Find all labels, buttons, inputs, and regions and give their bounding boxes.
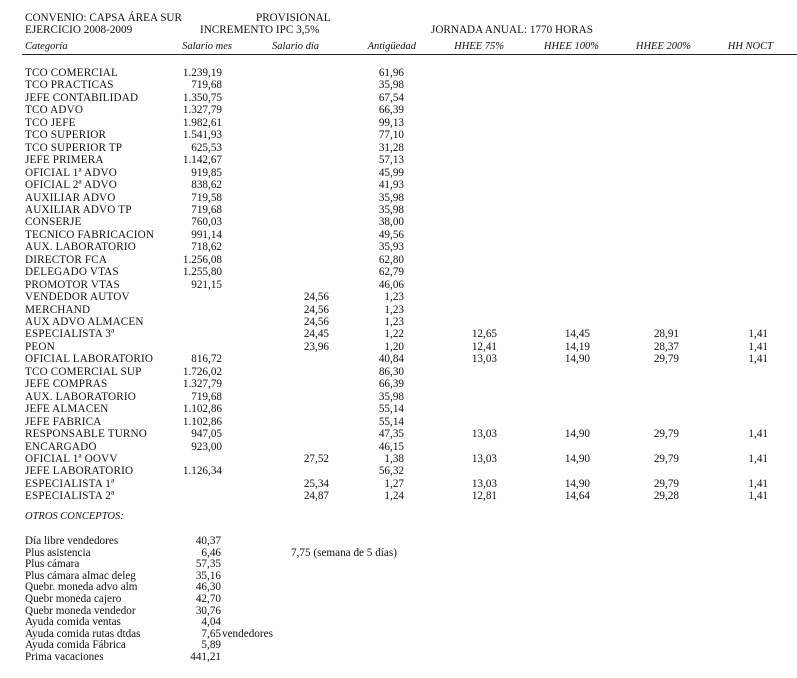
table-row — [0, 291, 797, 304]
hhnoct-cell: 1,41 — [748, 452, 768, 465]
antiguedad-cell: 66,39 — [378, 378, 404, 391]
salario-mes-cell: 719,68 — [191, 79, 222, 92]
table-row — [0, 428, 797, 441]
otros-value: 441,21 — [190, 651, 221, 663]
category-cell: TCO SUPERIOR TP — [25, 141, 123, 154]
otros-label: Quebr moneda vendedor — [25, 604, 136, 617]
hhnoct-cell: 1,41 — [748, 353, 768, 366]
table-row — [0, 204, 797, 217]
salario-dia-cell: 25,34 — [303, 477, 329, 490]
antiguedad-cell: 46,06 — [378, 278, 404, 291]
otros-label: Plus cámara almac deleg — [25, 569, 136, 582]
table-row — [0, 441, 797, 454]
salario-mes-cell: 625,53 — [191, 141, 222, 154]
table-row — [0, 391, 797, 404]
salario-mes-cell: 919,85 — [191, 166, 222, 179]
antiguedad-cell: 1,22 — [384, 328, 404, 341]
salario-mes-cell: 718,62 — [191, 241, 222, 254]
antiguedad-cell: 41,93 — [378, 179, 404, 192]
hhnoct-cell: 1,41 — [748, 477, 768, 490]
antiguedad-cell: 1,23 — [384, 303, 404, 316]
otros-value: 46,30 — [195, 581, 221, 594]
table-row — [0, 266, 797, 279]
table-row — [0, 241, 797, 254]
col-header-hhee75: HHEE 75% — [454, 41, 504, 52]
table-row — [0, 117, 797, 130]
provisional-label: PROVISIONAL — [256, 12, 331, 24]
otros-note: vendedores — [222, 627, 273, 640]
otros-value: 6,46 — [201, 546, 221, 559]
otros-value: 40,37 — [195, 535, 221, 547]
hhee200-cell: 29,79 — [653, 452, 679, 465]
incremento-label: INCREMENTO IPC 3,5% — [200, 24, 320, 36]
salario-mes-cell: 921,15 — [191, 278, 222, 291]
hhnoct-cell: 1,41 — [748, 340, 768, 353]
salario-mes-cell: 1.256,08 — [182, 253, 222, 266]
category-cell: AUX. LABORATORIO — [25, 241, 136, 254]
category-cell: TCO ADVO — [25, 104, 84, 117]
antiguedad-cell: 31,28 — [378, 141, 404, 154]
convenio-title: CONVENIO: CAPSA ÁREA SUR — [25, 12, 182, 24]
table-row — [0, 341, 797, 354]
hhee200-cell: 29,79 — [653, 477, 679, 490]
antiguedad-cell: 61,96 — [378, 67, 404, 79]
category-cell: JEFE FABRICA — [25, 415, 102, 428]
otros-label: Plus cámara — [25, 558, 80, 571]
table-row — [0, 366, 797, 379]
otros-value: 7,65 — [201, 627, 221, 640]
category-cell: DELEGADO VTAS — [25, 266, 119, 279]
category-cell: DIRECTOR FCA — [25, 253, 108, 266]
salario-mes-cell: 838,62 — [191, 179, 222, 192]
salario-mes-cell: 1.982,61 — [182, 116, 222, 129]
otros-title: OTROS CONCEPTOS: — [25, 511, 124, 522]
otros-note: 7,75 (semana de 5 días) — [291, 546, 397, 559]
salario-mes-cell: 816,72 — [191, 353, 222, 366]
antiguedad-cell: 62,79 — [378, 266, 404, 279]
category-cell: OFICIAL LABORATORIO — [25, 353, 154, 366]
antiguedad-cell: 49,56 — [378, 228, 404, 241]
salario-mes-cell: 1.327,79 — [182, 104, 222, 117]
otros-label: Quebr. moneda advo alm — [25, 581, 138, 594]
hhee200-cell: 28,37 — [653, 340, 679, 353]
hhnoct-cell: 1,41 — [748, 428, 768, 441]
category-cell: TCO COMERCIAL — [25, 67, 119, 79]
salario-mes-cell: 1.327,79 — [182, 378, 222, 391]
otros-label: Plus asistencia — [25, 546, 91, 559]
table-row — [0, 79, 797, 92]
table-row — [0, 304, 797, 317]
antiguedad-cell: 56,32 — [378, 465, 404, 478]
table-row — [0, 490, 797, 503]
table-row — [0, 353, 797, 366]
otros-label: Ayuda comida rutas dtdas — [25, 627, 141, 640]
hhee75-cell: 12,65 — [471, 328, 497, 341]
hhee100-cell: 14,90 — [564, 428, 590, 441]
otros-value: 4,04 — [201, 616, 221, 629]
col-header-hhee100: HHEE 100% — [543, 41, 599, 52]
category-cell: CONSERJE — [25, 216, 82, 229]
col-header-salario-dia: Salario día — [272, 41, 319, 52]
hhee100-cell: 14,64 — [564, 490, 590, 503]
table-row — [0, 216, 797, 229]
antiguedad-cell: 35,98 — [378, 79, 404, 92]
antiguedad-cell: 62,80 — [378, 253, 404, 266]
table-row — [0, 465, 797, 478]
col-header-hhnoct: HH NOCT — [727, 41, 773, 52]
antiguedad-cell: 47,35 — [378, 428, 404, 441]
hhee75-cell: 13,03 — [471, 477, 497, 490]
col-header-salario-mes: Salario mes — [182, 41, 232, 52]
table-row — [0, 403, 797, 416]
jornada-label: JORNADA ANUAL: 1770 HORAS — [431, 24, 593, 36]
category-cell: JEFE LABORATORIO — [25, 465, 134, 478]
salario-mes-cell: 947,05 — [191, 428, 222, 441]
table-row — [0, 104, 797, 117]
col-header-categoria: Categoría — [25, 41, 68, 52]
category-cell: PROMOTOR VTAS — [25, 278, 120, 291]
hhee100-cell: 14,19 — [564, 340, 590, 353]
salario-dia-cell: 24,87 — [303, 490, 329, 503]
salario-dia-cell: 24,56 — [303, 303, 329, 316]
category-cell: JEFE PRIMERA — [25, 154, 104, 167]
antiguedad-cell: 35,98 — [378, 191, 404, 204]
hhee75-cell: 13,03 — [471, 428, 497, 441]
antiguedad-cell: 1,24 — [384, 490, 404, 503]
antiguedad-cell: 57,13 — [378, 154, 404, 167]
table-row — [0, 129, 797, 142]
antiguedad-cell: 86,30 — [378, 365, 404, 378]
category-cell: TECNICO FABRICACION — [25, 228, 155, 241]
category-cell: TCO JEFE — [25, 116, 76, 129]
salario-dia-cell: 24,45 — [303, 328, 329, 341]
category-cell: ESPECIALISTA 3ª — [25, 328, 115, 341]
otros-label: Ayuda comida ventas — [25, 616, 121, 629]
hhee200-cell: 29,79 — [653, 428, 679, 441]
salario-mes-cell: 991,14 — [191, 228, 222, 241]
antiguedad-cell: 67,54 — [378, 91, 404, 104]
category-cell: OFICIAL 1ª ADVO — [25, 166, 117, 179]
table-row — [0, 254, 797, 267]
antiguedad-cell: 99,13 — [378, 116, 404, 129]
table-row — [0, 378, 797, 391]
salario-mes-cell: 923,00 — [191, 440, 222, 453]
category-cell: JEFE CONTABILIDAD — [25, 91, 139, 104]
antiguedad-cell: 1,38 — [384, 452, 404, 465]
antiguedad-cell: 1,23 — [384, 291, 404, 304]
category-cell: TCO COMERCIAL SUP — [25, 365, 142, 378]
category-cell: RESPONSABLE TURNO — [25, 428, 148, 441]
otros-label: Día libre vendedores — [25, 535, 119, 547]
table-row — [0, 192, 797, 205]
hhnoct-cell: 1,41 — [748, 328, 768, 341]
category-cell: TCO PRACTICAS — [25, 79, 114, 92]
table-row — [0, 316, 797, 329]
salario-dia-cell: 27,52 — [303, 452, 329, 465]
hhee100-cell: 14,45 — [564, 328, 590, 341]
antiguedad-cell: 45,99 — [378, 166, 404, 179]
salario-dia-cell: 23,96 — [303, 340, 329, 353]
salario-mes-cell: 1.255,80 — [182, 266, 222, 279]
category-cell: AUXILIAR ADVO — [25, 191, 116, 204]
category-cell: VENDEDOR AUTOV — [25, 291, 130, 304]
hhee75-cell: 12,81 — [471, 490, 497, 503]
antiguedad-cell: 77,10 — [378, 129, 404, 142]
hhee200-cell: 28,91 — [653, 328, 679, 341]
category-cell: AUX ADVO ALMACEN — [25, 316, 144, 328]
ejercicio-label: EJERCICIO 2008-2009 — [25, 24, 133, 36]
antiguedad-cell: 35,93 — [378, 241, 404, 254]
category-cell: OFICIAL 1ª OOVV — [25, 452, 118, 465]
otros-item — [0, 651, 797, 664]
otros-value: 30,76 — [195, 604, 221, 617]
salario-mes-cell: 1.102,86 — [182, 403, 222, 416]
col-header-antiguedad: Antigüedad — [367, 41, 416, 52]
category-cell: MERCHAND — [25, 303, 91, 316]
otros-label: Quebr moneda cajero — [25, 593, 122, 605]
table-row — [0, 167, 797, 180]
hhee75-cell: 13,03 — [471, 353, 497, 366]
category-cell: AUXILIAR ADVO TP — [25, 203, 132, 216]
col-header-hhee200: HHEE 200% — [635, 41, 691, 52]
otros-value: 35,16 — [195, 569, 221, 582]
hhee100-cell: 14,90 — [564, 452, 590, 465]
otros-value: 5,89 — [201, 639, 221, 652]
antiguedad-cell: 40,84 — [378, 353, 404, 366]
table-row — [0, 179, 797, 192]
salario-mes-cell: 760,03 — [191, 216, 222, 229]
table-row — [0, 154, 797, 167]
salario-mes-cell: 1.350,75 — [182, 91, 222, 104]
hhee75-cell: 13,03 — [471, 452, 497, 465]
table-row — [0, 67, 797, 80]
category-cell: ESPECIALISTA 2ª — [25, 490, 115, 503]
hhee75-cell: 12,41 — [471, 340, 497, 353]
hhee100-cell: 14,90 — [564, 353, 590, 366]
hhee200-cell: 29,28 — [653, 490, 679, 503]
antiguedad-cell: 35,98 — [378, 203, 404, 216]
category-cell: ESPECIALISTA 1ª — [25, 477, 115, 490]
otros-value: 42,70 — [195, 593, 221, 605]
table-row — [0, 416, 797, 429]
antiguedad-cell: 35,98 — [378, 390, 404, 403]
salario-mes-cell: 719,68 — [191, 390, 222, 403]
category-cell: AUX. LABORATORIO — [25, 390, 136, 403]
category-cell: JEFE COMPRAS — [25, 378, 108, 391]
salario-mes-cell: 1.726,02 — [182, 365, 222, 378]
salario-mes-cell: 719,58 — [191, 191, 222, 204]
category-cell: PEON — [25, 340, 55, 353]
category-cell: OFICIAL 2ª ADVO — [25, 179, 117, 192]
table-row — [0, 328, 797, 341]
salario-dia-cell: 24,56 — [303, 291, 329, 304]
antiguedad-cell: 46,15 — [378, 440, 404, 453]
salario-dia-cell: 24,56 — [303, 316, 329, 328]
category-cell: ENCARGADO — [25, 440, 97, 453]
hhee200-cell: 29,79 — [653, 353, 679, 366]
salario-mes-cell: 1.142,67 — [182, 154, 222, 167]
salario-mes-cell: 719,68 — [191, 203, 222, 216]
salario-mes-cell: 1.102,86 — [182, 415, 222, 428]
category-cell: JEFE ALMACEN — [25, 403, 109, 416]
antiguedad-cell: 66,39 — [378, 104, 404, 117]
antiguedad-cell: 1,20 — [384, 340, 404, 353]
table-row — [0, 229, 797, 242]
hhee100-cell: 14,90 — [564, 477, 590, 490]
antiguedad-cell: 55,14 — [378, 403, 404, 416]
hhnoct-cell: 1,41 — [748, 490, 768, 503]
otros-label: Ayuda comida Fábrica — [25, 639, 126, 652]
table-row — [0, 453, 797, 466]
salario-mes-cell: 1.239,19 — [182, 67, 222, 79]
table-row — [0, 142, 797, 155]
otros-label: Prima vacaciones — [25, 651, 104, 663]
otros-value: 57,35 — [195, 558, 221, 571]
antiguedad-cell: 55,14 — [378, 415, 404, 428]
antiguedad-cell: 1,27 — [384, 477, 404, 490]
header-rule — [22, 54, 797, 55]
antiguedad-cell: 38,00 — [378, 216, 404, 229]
table-row — [0, 478, 797, 491]
antiguedad-cell: 1,23 — [384, 316, 404, 328]
salario-mes-cell: 1.126,34 — [182, 465, 222, 478]
salario-mes-cell: 1.541,93 — [182, 129, 222, 142]
table-row — [0, 92, 797, 105]
category-cell: TCO SUPERIOR — [25, 129, 107, 142]
table-row — [0, 279, 797, 292]
